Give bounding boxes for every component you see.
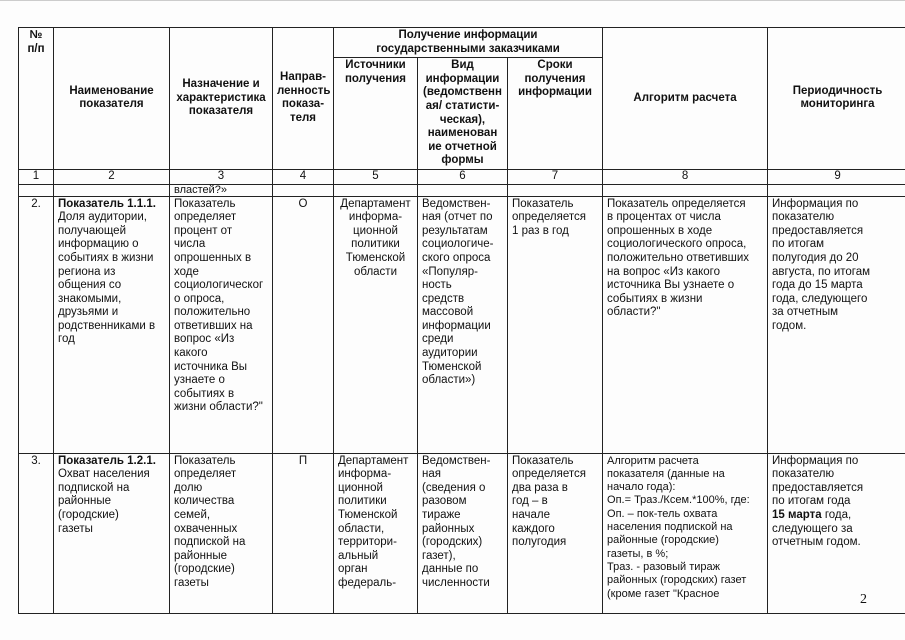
- header-group: Получение информации государственными заказчиками: [334, 28, 603, 58]
- row-number: 2.: [19, 196, 54, 453]
- table-row: [19, 196, 905, 453]
- indicator-purpose: Показатель определяет долю количества семей, охваченных подпиской на районные (городские) газеты: [170, 453, 273, 613]
- calc-algorithm: Показатель определяется в процентах от числа опрошенных в ходе социологического опроса, положительно ответивших на вопрос «Из какого источника Вы узнаете о событиях в жизни области?": [603, 196, 768, 453]
- info-source: Департамент информа- ционной политики Тюменской области, территори- альный орган федераль-: [334, 453, 418, 613]
- info-type: Ведомствен- ная (отчет по результатам социологиче- ского опроса «Популяр- ность средств массовой информации среди аудитории Тюменской области»): [418, 196, 508, 453]
- indicator-code: Показатель 1.1.1.: [58, 197, 156, 210]
- header-info-type: Вид информации (ведомственн ая/ статисти- ческая), наименован ие отчетной формы: [418, 58, 508, 170]
- monitoring-periodicity: Информация по показателю предоставляется по итогам полугодия до 20 августа, по итогам года до 15 марта года, следующего за отчетным годом.: [768, 196, 905, 453]
- info-type: Ведомствен- ная (сведения о разовом тираже районных (городских) газет), данные по численности: [418, 453, 508, 613]
- column-number: 3: [170, 169, 273, 184]
- header-name: Наименование показателя: [54, 28, 170, 170]
- indicator-name-text: Охват населения подпиской на районные (городские) газеты: [58, 468, 150, 535]
- header-direction: Направ- ленность показа- теля: [273, 28, 334, 170]
- indicator-name: [54, 196, 170, 453]
- row-number: 3.: [19, 453, 54, 613]
- info-terms: Показатель определяется 1 раз в год: [508, 196, 603, 453]
- column-number: 9: [768, 169, 905, 184]
- indicator-code: Показатель 1.2.1.: [58, 454, 156, 467]
- page-number: 2: [860, 592, 867, 607]
- info-terms: Показатель определяется два раза в год – в начале каждого полугодия: [508, 453, 603, 613]
- indicator-name: [54, 453, 170, 613]
- monitoring-periodicity: Информация по показателю предоставляется по итогам года 15 марта года, следующего за отчетным годом.: [768, 453, 905, 613]
- indicator-direction: О: [273, 196, 334, 453]
- indicator-purpose: Показатель определяет процент от числа опрошенных в ходе социологическог о опроса, положительно ответивших на вопрос «Из какого источника Вы узнаете о событиях в жизни области?": [170, 196, 273, 453]
- table-row: [19, 453, 905, 613]
- column-number: 8: [603, 169, 768, 184]
- column-number: 6: [418, 169, 508, 184]
- header-periodicity: Периодичность мониторинга: [768, 28, 905, 170]
- header-number: № п/п: [19, 28, 54, 170]
- column-number: 1: [19, 169, 54, 184]
- calc-algorithm: Алгоритм расчета показателя (данные на начало года): Оп.= Траз./Ксем.*100%, где: Оп. – пок-тель охвата населения подпиской на районные (городские) газеты, в %; Траз. - разовый тираж районных (городских) газет (кроме газет "Красное: [603, 453, 768, 613]
- column-number: 7: [508, 169, 603, 184]
- header-source: Источники получения: [334, 58, 418, 170]
- header-terms: Сроки получения информации: [508, 58, 603, 170]
- header-purpose: Назначение и характеристика показателя: [170, 28, 273, 170]
- indicator-name-text: Доля аудитории, получающей информацию о событиях в жизни региона из общения со знакомыми, друзьями и родственниками в год: [58, 211, 156, 346]
- page-top-edge: [0, 0, 905, 1]
- header-algorithm: Алгоритм расчета: [603, 28, 768, 170]
- column-number: 4: [273, 169, 334, 184]
- info-source: Департамент информа- ционной политики Тюменской области: [334, 196, 418, 453]
- continuation-text: властей?»: [170, 184, 273, 196]
- indicator-direction: П: [273, 453, 334, 613]
- column-number: 2: [54, 169, 170, 184]
- indicator-table: [18, 27, 905, 614]
- column-number: 5: [334, 169, 418, 184]
